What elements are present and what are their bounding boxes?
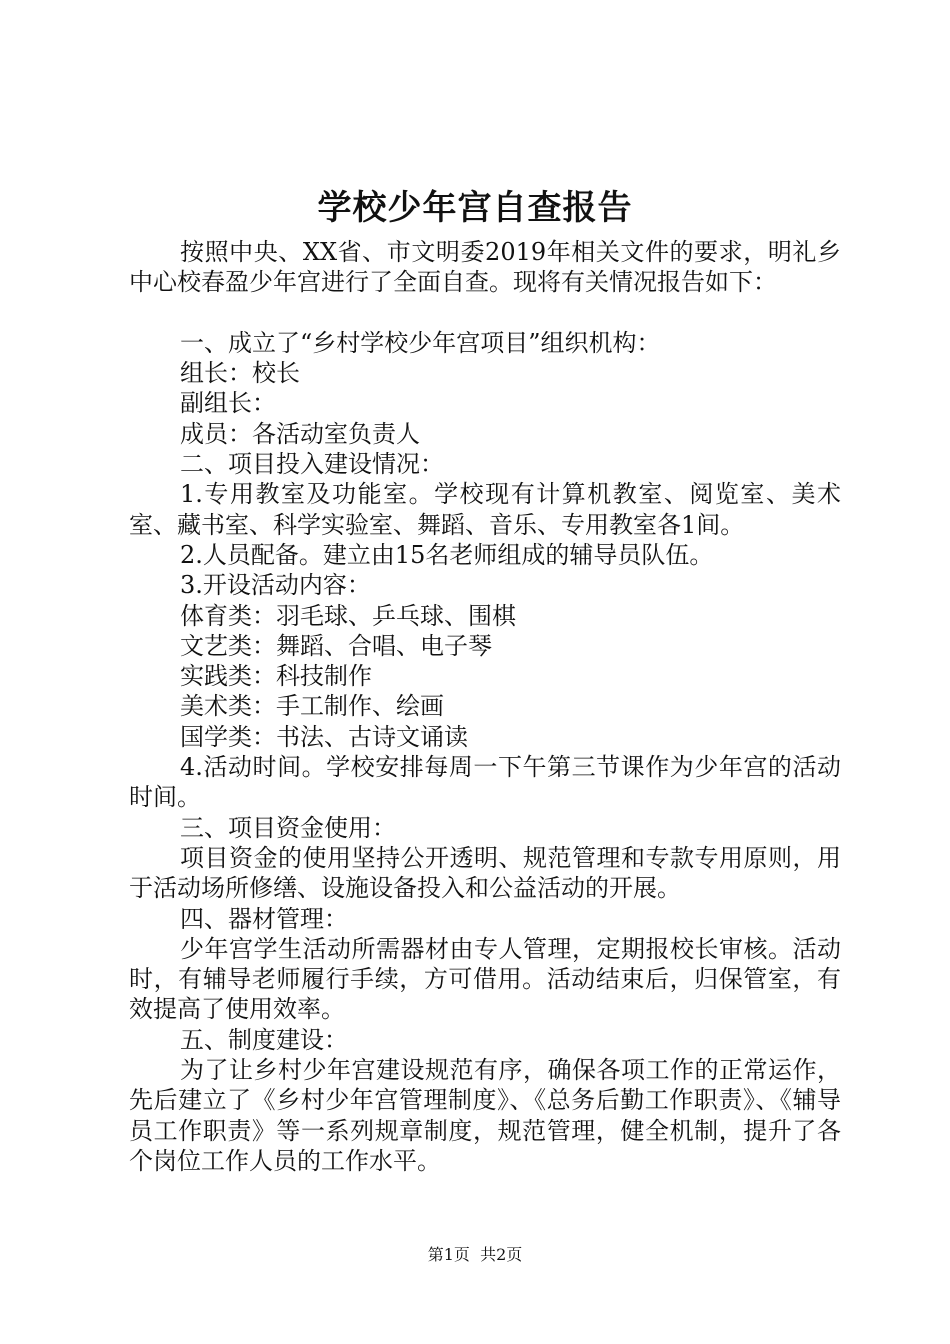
- paragraph: 文艺类：舞蹈、合唱、电子琴: [180, 631, 492, 660]
- paragraph: 按照中央、XX省、市文明委2019年相关文件的要求，明礼乡中心校春盈少年宫进行了全面自查。现将有关情况报告如下：: [129, 238, 841, 297]
- paragraph: 项目资金的使用坚持公开透明、规范管理和专款专用原则，用于活动场所修缮、设施设备投入和公益活动的开展。: [129, 843, 841, 903]
- page-number-label: 第1页 共2页: [427, 1245, 523, 1264]
- paragraph: 4.活动时间。学校安排每周一下午第三节课作为少年宫的活动时间。: [129, 753, 841, 812]
- paragraph: 一、成立了“乡村学校少年宫项目”组织机构：: [180, 328, 661, 357]
- paragraph: 1.专用教室及功能室。学校现有计算机教室、阅览室、美术室、藏书室、科学实验室、舞蹈、音乐、专用教室各1间。: [129, 480, 841, 539]
- paragraph: 体育类：羽毛球、乒乓球、围棋: [180, 601, 516, 630]
- paragraph: 少年宫学生活动所需器材由专人管理，定期报校长审核。活动时，有辅导老师履行手续，方可借用。活动结束后，归保管室，有效提高了使用效率。: [129, 934, 841, 1024]
- paragraph: 组长：校长: [180, 359, 300, 388]
- paragraph: 3.开设活动内容：: [180, 571, 371, 600]
- document-body: [129, 237, 841, 1176]
- paragraph: 三、项目资金使用：: [180, 813, 396, 842]
- paragraph: 成员：各活动室负责人: [180, 419, 420, 448]
- document-title: 学校少年宫自查报告: [317, 188, 633, 228]
- blank-line: [129, 298, 841, 328]
- paragraph: 美术类：手工制作、绘画: [180, 692, 444, 721]
- paragraph: 四、器材管理：: [180, 904, 348, 933]
- paragraph: 副组长：: [180, 389, 276, 418]
- paragraph: 二、项目投入建设情况：: [180, 450, 444, 479]
- paragraph: 2.人员配备。建立由15名老师组成的辅导员队伍。: [180, 540, 714, 569]
- paragraph: 实践类：科技制作: [180, 662, 372, 691]
- paragraph: 为了让乡村少年宫建设规范有序，确保各项工作的正常运作，先后建立了《乡村少年宫管理制度》、《总务后勤工作职责》、《辅导员工作职责》等一系列规章制度，规范管理，健全机制，提升了各个岗位工作人员的工作水平。: [129, 1056, 841, 1175]
- paragraph: 五、制度建设：: [180, 1025, 348, 1054]
- paragraph: 国学类：书法、古诗文诵读: [180, 722, 468, 751]
- page-footer: [0, 1244, 950, 1266]
